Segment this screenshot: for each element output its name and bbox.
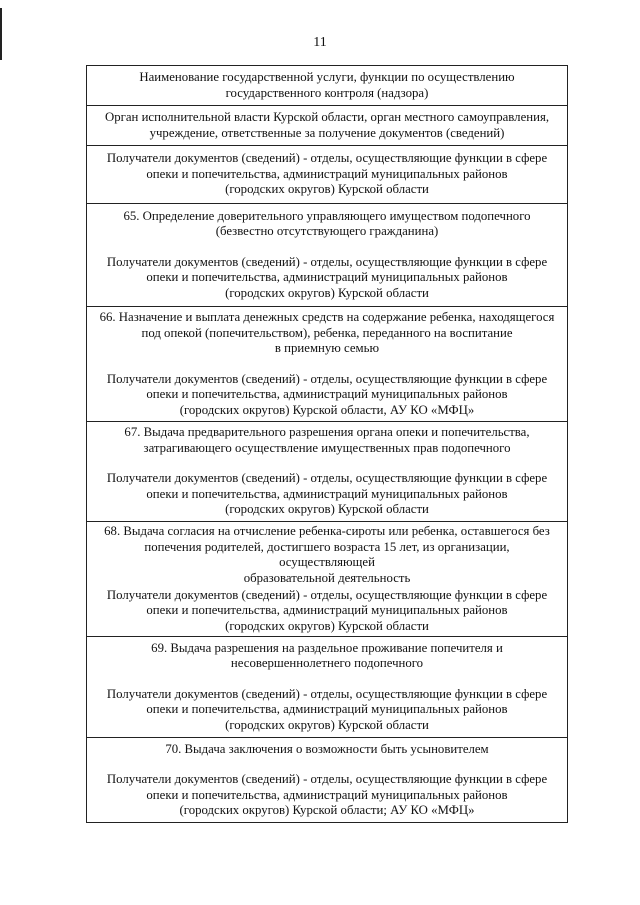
service-recipients: Получатели документов (сведений) - отделы, осуществляющие функции в сфере опеки и попечительства, администраций муниципальных районов (городских округов) Курской области; АУ КО «МФЦ» — [106, 772, 548, 817]
services-table — [86, 65, 568, 823]
service-title: 65. Определение доверительного управляющего имуществом подопечного (безвестно отсутствующего гражданина) — [123, 208, 531, 239]
service-title: 66. Назначение и выплата денежных средств на содержание ребенка, находящегося под опекой (попечительством), ребенка, переданного на воспитание в приемную семью — [99, 310, 555, 355]
table-row-recipients — [87, 146, 567, 204]
table-row-service-68 — [87, 522, 567, 637]
row-text: Получатели документов (сведений) - отделы, осуществляющие функции в сфере опеки и попечительства, администраций муниципальных районов (городских округов) Курской области — [106, 151, 548, 197]
row-text: Наименование государственной услуги, функции по осуществлению государственного контроля (надзора) — [139, 70, 515, 100]
page-number: 11 — [313, 35, 327, 50]
table-row-service-66 — [87, 307, 567, 422]
scan-edge-mark — [0, 8, 2, 60]
service-title: 70. Выдача заключения о возможности быть усыновителем — [165, 741, 489, 756]
service-title: 69. Выдача разрешения на раздельное проживание попечителя и несовершеннолетнего подопечного — [151, 640, 503, 671]
table-row-service-67 — [87, 422, 567, 522]
service-recipients: Получатели документов (сведений) - отделы, осуществляющие функции в сфере опеки и попечительства, администраций муниципальных районов (городских округов) Курской области — [106, 587, 548, 633]
service-recipients: Получатели документов (сведений) - отделы, осуществляющие функции в сфере опеки и попечительства, администраций муниципальных районов (городских округов) Курской области — [106, 254, 548, 300]
service-recipients: Получатели документов (сведений) - отделы, осуществляющие функции в сфере опеки и попечительства, администраций муниципальных районов (городских округов) Курской области — [106, 686, 548, 732]
service-recipients: Получатели документов (сведений) - отделы, осуществляющие функции в сфере опеки и попечительства, администраций муниципальных районов (городских округов) Курской области — [106, 471, 548, 517]
service-recipients: Получатели документов (сведений) - отделы, осуществляющие функции в сфере опеки и попечительства, администраций муниципальных районов (городских округов) Курской области, АУ КО «МФЦ» — [106, 371, 548, 417]
table-row-header-authority — [87, 106, 567, 146]
service-title: 68. Выдача согласия на отчисление ребенка-сироты или ребенка, оставшегося без попечения родителей, достигшего возраста 15 лет, из организации, осуществляющей образовательной деятельность — [104, 524, 550, 585]
table-row-service-69 — [87, 637, 567, 738]
service-title: 67. Выдача предварительного разрешения органа опеки и попечительства, затрагивающего осуществление имущественных прав подопечного — [124, 425, 530, 455]
row-text: Орган исполнительной власти Курской области, орган местного самоуправления, учреждение, ответственные за получение документов (сведений) — [104, 110, 550, 140]
table-row-header-service — [87, 66, 567, 106]
table-row-service-65 — [87, 204, 567, 307]
table-row-service-70 — [87, 738, 567, 822]
